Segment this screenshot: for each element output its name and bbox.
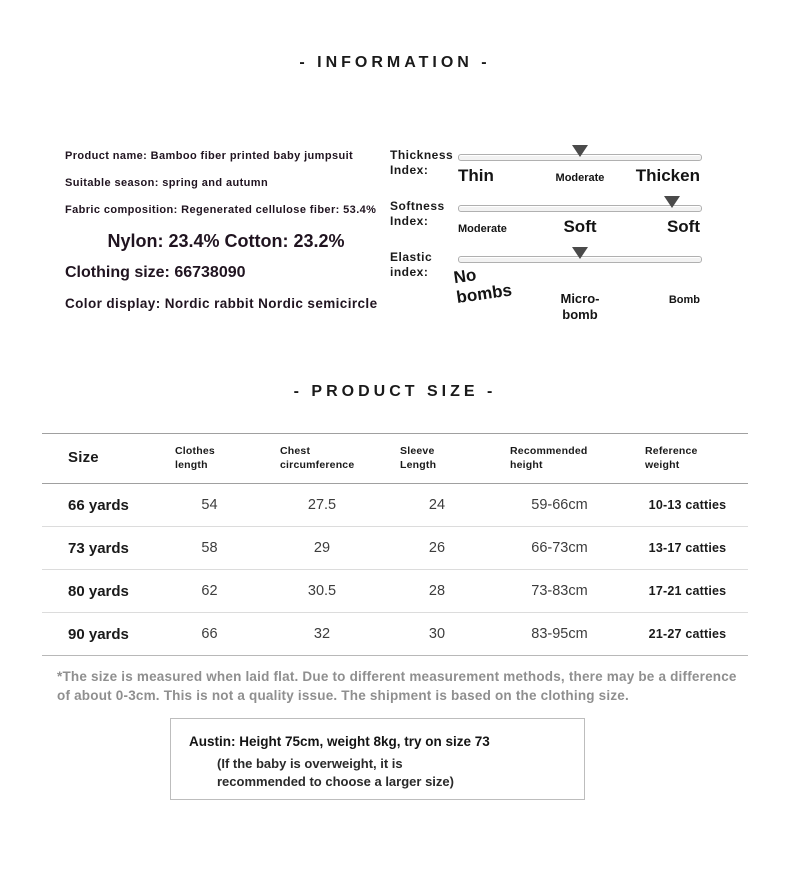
micro-bomb-line1: Micro- (560, 291, 600, 306)
fit-note-sub-line2: recommended to choose a larger size) (217, 774, 454, 790)
table-row (42, 527, 748, 570)
measurement-footnote: *The size is measured when laid flat. Due to different measurement methods, there may be a difference of about 0-3cm. This is not a quality issue. The shipment is based on the clothing size. (57, 669, 737, 703)
softness-slider (458, 196, 702, 237)
thickness-index-label (390, 145, 458, 186)
cell-clothes-length: 66 (201, 626, 218, 643)
cell-height: 83-95cm (531, 626, 588, 643)
thickness-option-thicken: Thicken (635, 166, 700, 185)
table-row (42, 613, 748, 656)
micro-bomb-line2: bomb (562, 307, 598, 323)
thickness-label-line1: Thickness (390, 148, 454, 162)
cell-height: 59-66cm (531, 497, 588, 514)
suitable-season-line: Suitable season: spring and autumn (65, 177, 269, 189)
cell-sleeve: 28 (428, 583, 446, 600)
cell-sleeve: 30 (428, 626, 446, 643)
index-sliders-block (390, 145, 702, 334)
header-weight-line2: weight (645, 459, 680, 472)
softness-option-moderate: Moderate (458, 223, 507, 235)
composition-highlight: Nylon: 23.4% Cotton: 23.2% (107, 231, 345, 251)
size-table (42, 433, 748, 656)
softness-option-soft-right: Soft (666, 217, 700, 236)
softness-marker-icon (664, 196, 680, 208)
header-clothes-line1: Clothes (175, 445, 215, 457)
product-details-block (65, 150, 387, 311)
fit-note-sub-line1: (If the baby is overweight, it is (217, 756, 403, 771)
thickness-marker-icon (572, 145, 588, 157)
cell-size: 90 yards (68, 625, 129, 643)
thickness-option-thin: Thin (458, 166, 494, 185)
cell-chest: 30.5 (307, 583, 337, 600)
cell-clothes-length: 54 (201, 497, 218, 514)
header-weight-line1: Reference (645, 445, 698, 457)
softness-label-line1: Softness (390, 199, 445, 213)
thickness-options (458, 166, 702, 186)
elastic-label-line1: Elastic (390, 250, 433, 264)
cell-clothes-length: 62 (201, 583, 218, 600)
header-chest-line1: Chest (280, 445, 311, 457)
softness-label-line2: Index: (390, 214, 429, 228)
softness-index-row (390, 196, 702, 237)
no-bombs-tilted-text: No bombs (452, 265, 514, 308)
product-name-line: Product name: Bamboo fiber printed baby jumpsuit (65, 150, 354, 162)
header-height-line2: height (510, 459, 543, 472)
thickness-label-line2: Index: (390, 163, 429, 177)
cell-chest: 29 (313, 540, 331, 557)
header-sleeve-line2: Length (400, 459, 437, 472)
thickness-option-moderate: Moderate (555, 172, 605, 184)
cell-size: 80 yards (68, 582, 129, 600)
header-recommended-height (492, 444, 627, 472)
cell-weight: 17-21 catties (648, 584, 727, 599)
elastic-option-bomb: Bomb (668, 294, 700, 306)
header-sleeve-length (382, 444, 492, 472)
thickness-index-row (390, 145, 702, 186)
color-display-line: Color display: Nordic rabbit Nordic semicircle (65, 296, 378, 311)
model-fit-note-box (170, 718, 585, 800)
header-clothes-length (157, 444, 262, 472)
softness-option-soft-mid: Soft (563, 217, 597, 236)
size-table-header-row (42, 434, 748, 484)
information-section-title: - INFORMATION - (299, 54, 491, 71)
header-size: Size (68, 449, 99, 467)
header-sleeve-line1: Sleeve (400, 445, 435, 457)
elastic-marker-icon (572, 247, 588, 259)
elastic-option-micro-bomb (539, 291, 622, 324)
cell-weight: 10-13 catties (648, 498, 727, 513)
fit-note-subtext (217, 755, 566, 791)
product-size-section-title: - PRODUCT SIZE - (293, 383, 497, 400)
header-clothes-line2: length (175, 459, 208, 472)
cell-height: 73-83cm (531, 583, 588, 600)
header-chest-circumference (262, 444, 382, 472)
cell-size: 73 yards (68, 539, 129, 557)
cell-sleeve: 26 (428, 540, 446, 557)
header-reference-weight (627, 444, 748, 472)
elastic-option-no-bombs (452, 265, 539, 308)
cell-weight: 21-27 catties (648, 627, 727, 642)
cell-clothes-length: 58 (201, 540, 218, 557)
elastic-index-row (390, 247, 702, 324)
cell-chest: 27.5 (307, 497, 337, 514)
elastic-label-line2: index: (390, 265, 429, 279)
elastic-slider (452, 247, 702, 324)
cell-weight: 13-17 catties (648, 541, 727, 556)
thickness-slider (458, 145, 702, 186)
cell-chest: 32 (313, 626, 331, 643)
table-row (42, 484, 748, 527)
cell-height: 66-73cm (531, 540, 588, 557)
fit-note-title: Austin: Height 75cm, weight 8kg, try on size 73 (189, 734, 490, 749)
clothing-size-line: Clothing size: 66738090 (65, 264, 246, 281)
table-row (42, 570, 748, 613)
fabric-composition-line: Fabric composition: Regenerated cellulose fiber: 53.4% (65, 204, 377, 216)
elastic-options (452, 265, 702, 324)
header-height-line1: Recommended (510, 445, 588, 457)
softness-options (458, 217, 702, 237)
softness-index-label (390, 196, 458, 237)
header-chest-line2: circumference (280, 459, 355, 472)
cell-size: 66 yards (68, 496, 129, 514)
cell-sleeve: 24 (428, 497, 446, 514)
elastic-index-label (390, 247, 458, 324)
